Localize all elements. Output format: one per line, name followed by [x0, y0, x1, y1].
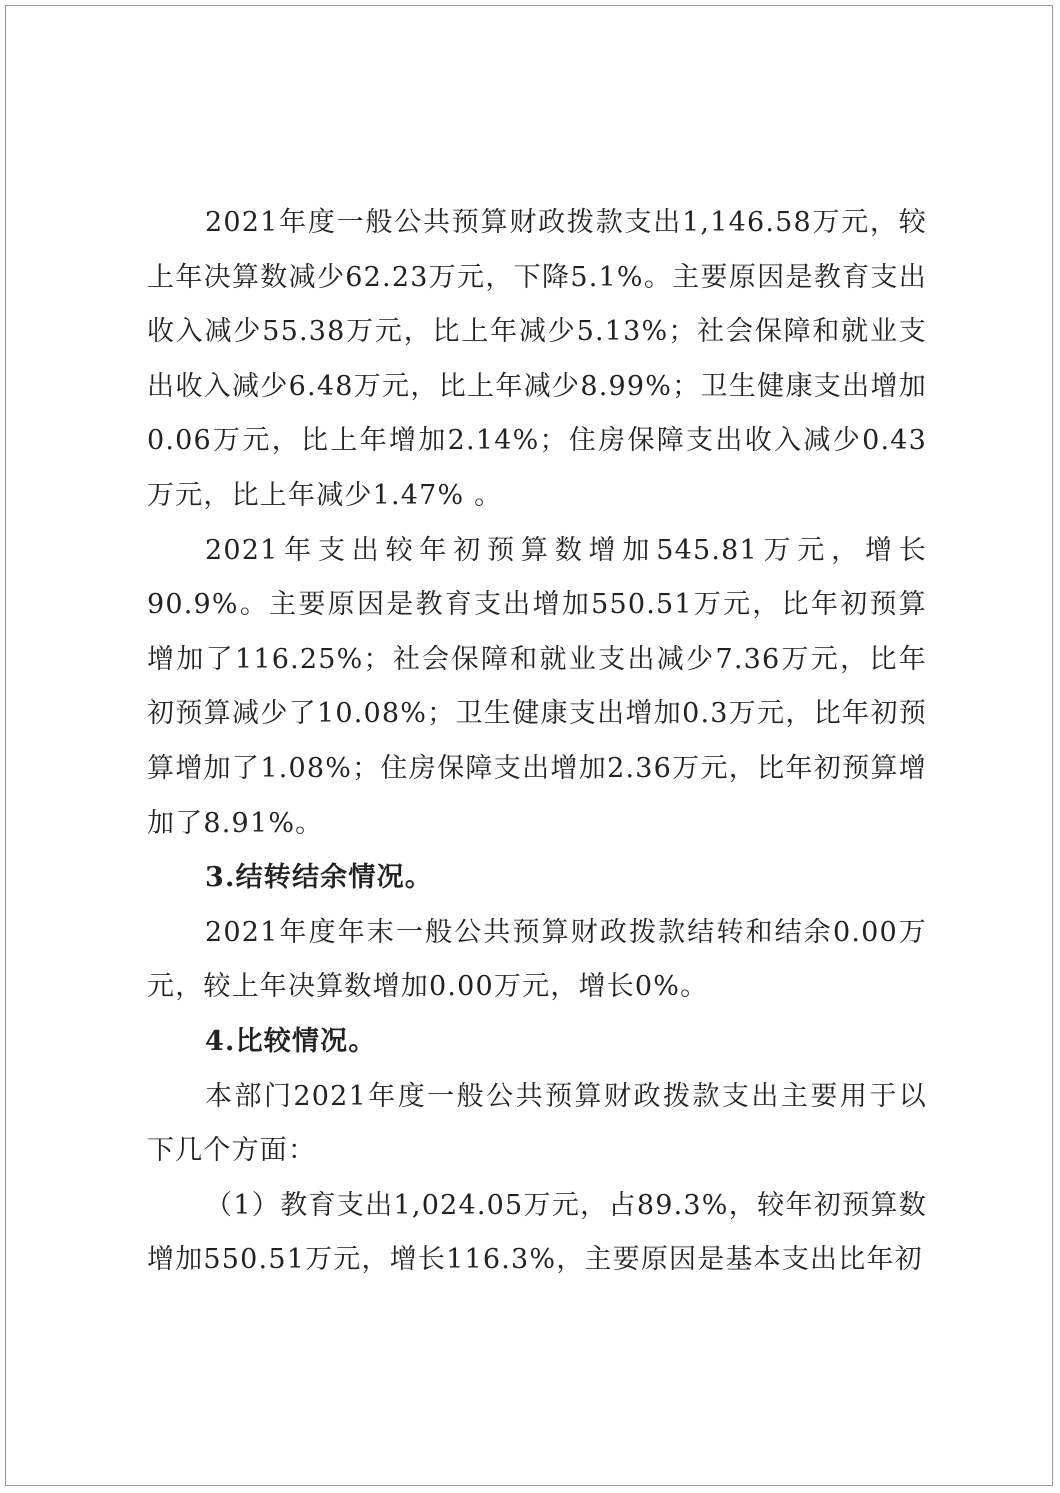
paragraph-carryover-balance: 2021年度年末一般公共预算财政拨款结转和结余0.00万元，较上年决算数增加0.00万元，增长0%。: [147, 916, 927, 1003]
document-page: [5, 5, 1053, 1486]
document-body: [147, 196, 927, 1288]
paragraph-education-expenditure: （1）教育支出1,024.05万元，占89.3%，较年初预算数增加550.51万元，增长116.3%，主要原因是基本支出比年初: [147, 1189, 927, 1276]
paragraph-expenditure-vs-initial-budget: 2021年支出较年初预算数增加545.81万元，增长90.9%。主要原因是教育支出增加550.51万元，比年初预算增加了116.25%；社会保障和就业支出减少7.36万元，比年初预算减少了10.08%；卫生健康支出增加0.3万元，比年初预算增加了1.08%；住房保障支出增加2.36万元，比年初预算增加了8.91%。: [147, 534, 927, 839]
section-heading-carryover: 3.结转结余情况。: [205, 862, 433, 894]
paragraph-comparison-intro: 本部门2021年度一般公共预算财政拨款支出主要用于以下几个方面：: [147, 1080, 927, 1167]
paragraph-general-budget-expenditure: 2021年度一般公共预算财政拨款支出1,146.58万元，较上年决算数减少62.23万元，下降5.1%。主要原因是教育支出收入减少55.38万元，比上年减少5.13%；社会保障和就业支出收入减少6.48万元，比上年减少8.99%；卫生健康支出增加0.06万元，比上年增加2.14%；住房保障支出收入减少0.43万元，比上年减少1.47% 。: [147, 207, 927, 511]
section-heading-comparison: 4.比较情况。: [205, 1025, 377, 1057]
